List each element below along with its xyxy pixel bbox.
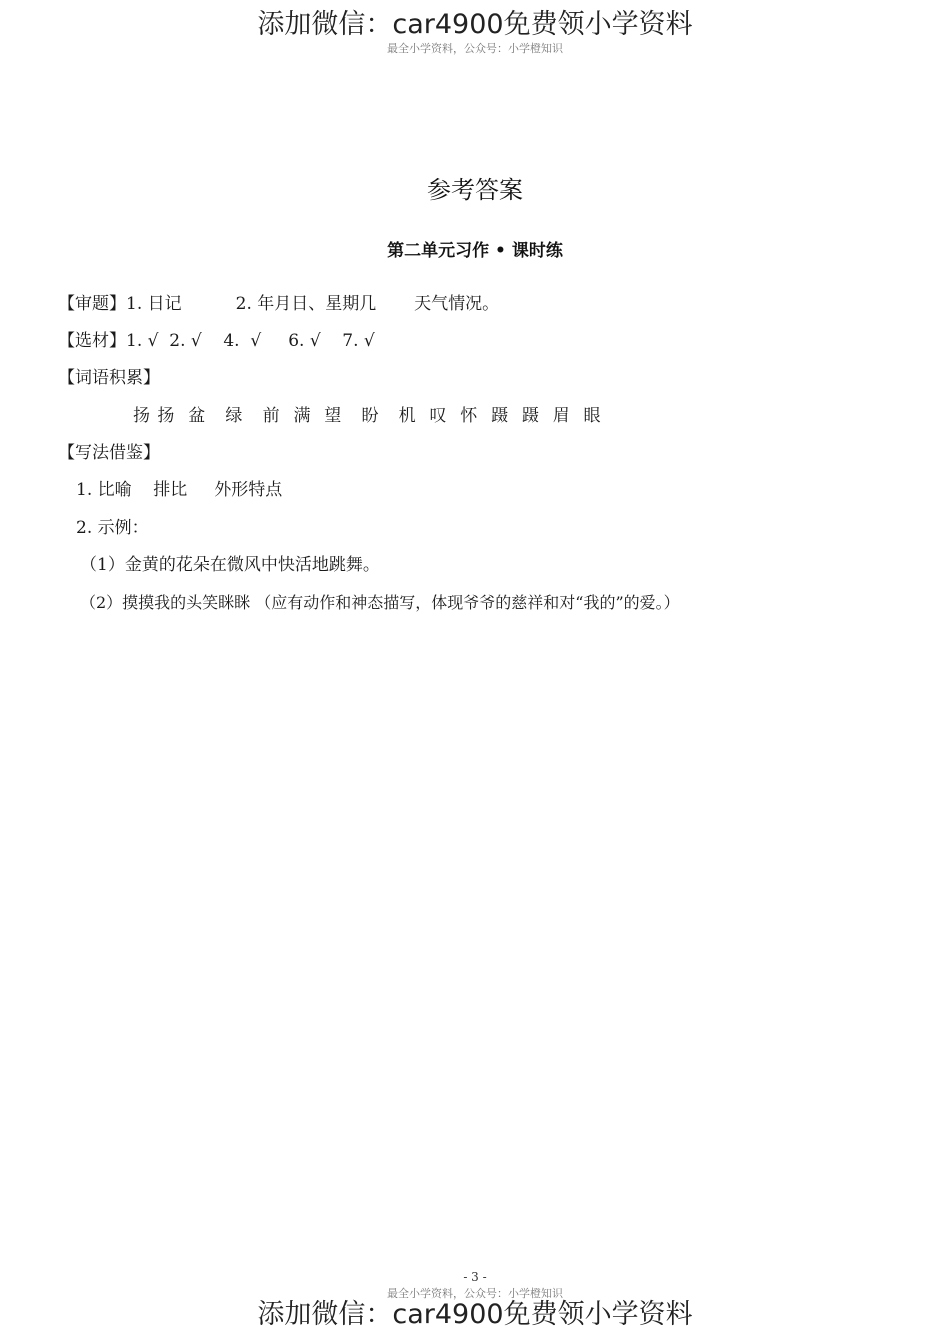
- xiefa-heading: 【写法借鉴】: [58, 443, 160, 463]
- ciyu-words: 扬 扬 盆 绿 前 满 望 盼 机 叹 怀 蹑 蹑 眉 眼: [133, 406, 602, 426]
- answer-xuancai: 【选材】1. √ 2. √ 4. √ 6. √ 7. √: [58, 331, 375, 351]
- faint-header-text: 最全小学资料，公众号：小学橙知识: [387, 42, 563, 55]
- watermark-banner-top: 添加微信：car4900免费领小学资料: [257, 9, 693, 40]
- example-1: （1）金黄的花朵在微风中快活地跳舞。: [80, 555, 380, 575]
- page-title: 参考答案: [427, 176, 523, 204]
- faint-footer-text: 最全小学资料，公众号：小学橙知识: [387, 1287, 563, 1300]
- xiefa-item-2: 2. 示例：: [76, 518, 149, 538]
- answer-shenti: 【审题】1. 日记 2. 年月日、星期几 天气情况。: [58, 294, 500, 314]
- watermark-banner-bottom: 添加微信：car4900免费领小学资料: [257, 1299, 693, 1330]
- section-subtitle: 第二单元习作 • 课时练: [387, 241, 563, 261]
- example-2: （2）摸摸我的头笑眯眯 （应有动作和神态描写，体现爷爷的慈祥和对“我的”的爱。）: [80, 593, 680, 612]
- xiefa-item-1: 1. 比喻 排比 外形特点: [76, 480, 283, 500]
- ciyu-heading: 【词语积累】: [58, 368, 160, 388]
- page-number: - 3 -: [463, 1270, 487, 1284]
